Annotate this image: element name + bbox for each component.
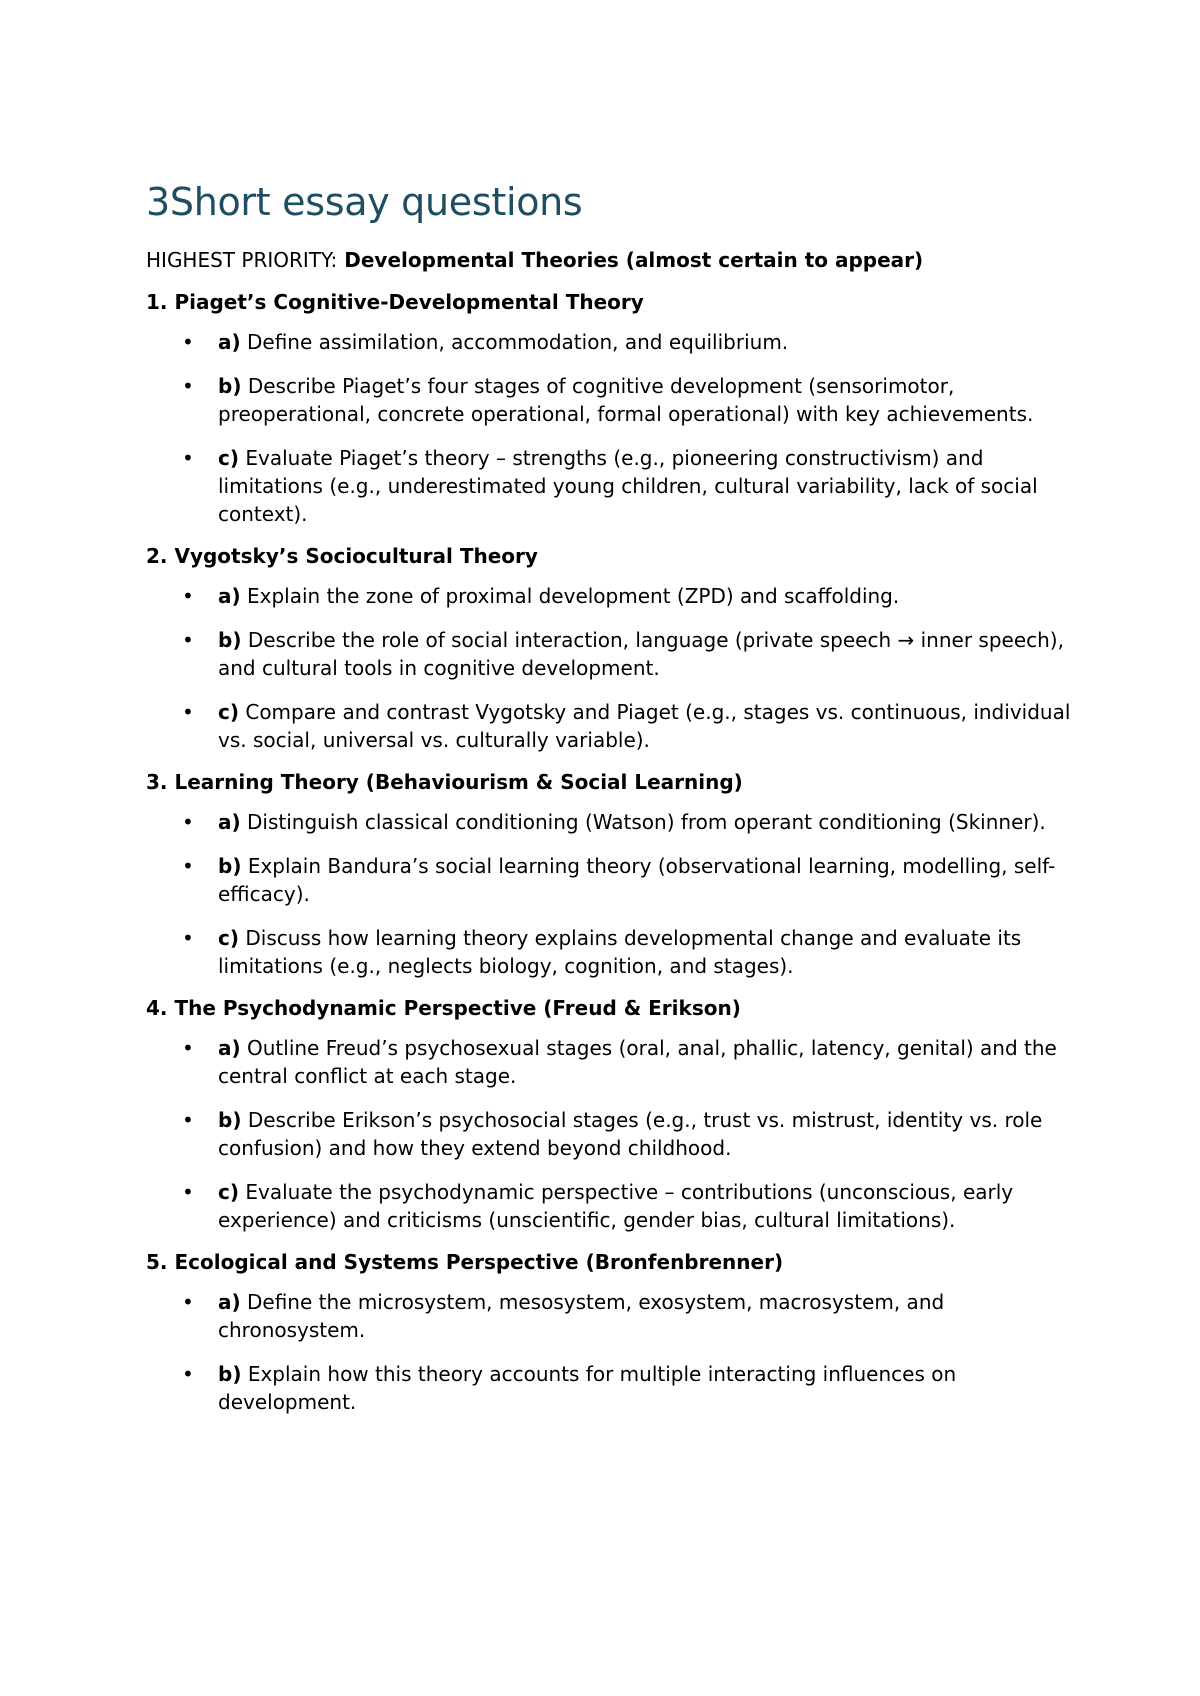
bullet-icon: • xyxy=(182,628,194,652)
list-item xyxy=(146,626,1086,682)
section-ecological xyxy=(146,1248,1086,1416)
item-letter: a) xyxy=(218,1290,241,1314)
question-list xyxy=(146,1034,1086,1234)
list-item xyxy=(146,1106,1086,1162)
bullet-icon: • xyxy=(182,446,194,470)
item-text: Describe Piaget’s four stages of cognitive development (sensorimotor, preoperational, concrete operational, formal operational) with key achievements. xyxy=(218,374,1034,426)
list-item xyxy=(146,582,1086,610)
bullet-icon: • xyxy=(182,810,194,834)
bullet-icon: • xyxy=(182,854,194,878)
bullet-icon: • xyxy=(182,1290,194,1314)
item-text: Describe the role of social interaction, language (private speech → inner speech), and cultural tools in cognitive development. xyxy=(218,628,1064,680)
document-page xyxy=(146,178,1086,1430)
item-letter: c) xyxy=(218,926,239,950)
list-item xyxy=(146,372,1086,428)
section-heading: 3. Learning Theory (Behaviourism & Social Learning) xyxy=(146,770,743,794)
item-text: Discuss how learning theory explains developmental change and evaluate its limitations (e.g., neglects biology, cognition, and stages). xyxy=(218,926,1022,978)
bullet-icon: • xyxy=(182,1108,194,1132)
item-letter: c) xyxy=(218,1180,239,1204)
question-list xyxy=(146,808,1086,980)
item-text: Define the microsystem, mesosystem, exosystem, macrosystem, and chronosystem. xyxy=(218,1290,945,1342)
item-text: Distinguish classical conditioning (Watson) from operant conditioning (Skinner). xyxy=(247,810,1046,834)
item-text: Describe Erikson’s psychosocial stages (e.g., trust vs. mistrust, identity vs. role confusion) and how they extend beyond childhood. xyxy=(218,1108,1043,1160)
list-item xyxy=(146,808,1086,836)
item-letter: a) xyxy=(218,330,241,354)
bullet-icon: • xyxy=(182,1036,194,1060)
bullet-icon: • xyxy=(182,1362,194,1386)
priority-text: Developmental Theories (almost certain to appear) xyxy=(344,248,924,272)
item-text: Evaluate the psychodynamic perspective – contributions (unconscious, early experience) and criticisms (unscientific, gender bias, cultural limitations). xyxy=(218,1180,1014,1232)
question-list xyxy=(146,582,1086,754)
bullet-icon: • xyxy=(182,330,194,354)
list-item xyxy=(146,698,1086,754)
bullet-icon: • xyxy=(182,1180,194,1204)
item-letter: b) xyxy=(218,374,242,398)
list-item xyxy=(146,1178,1086,1234)
list-item xyxy=(146,1360,1086,1416)
question-list xyxy=(146,1288,1086,1416)
bullet-icon: • xyxy=(182,700,194,724)
list-item xyxy=(146,1288,1086,1344)
item-letter: b) xyxy=(218,1108,242,1132)
section-vygotsky xyxy=(146,542,1086,754)
list-item xyxy=(146,444,1086,528)
section-heading: 4. The Psychodynamic Perspective (Freud & Erikson) xyxy=(146,996,741,1020)
item-text: Evaluate Piaget’s theory – strengths (e.g., pioneering constructivism) and limitations (e.g., underestimated young children, cultural variability, lack of social context). xyxy=(218,446,1038,526)
priority-line xyxy=(146,246,1086,274)
priority-label: HIGHEST PRIORITY: xyxy=(146,248,338,272)
section-heading: 5. Ecological and Systems Perspective (Bronfenbrenner) xyxy=(146,1250,784,1274)
item-text: Define assimilation, accommodation, and equilibrium. xyxy=(247,330,789,354)
question-list xyxy=(146,328,1086,528)
section-psychodynamic xyxy=(146,994,1086,1234)
page-title: 3Short essay questions xyxy=(146,180,583,224)
list-item xyxy=(146,924,1086,980)
item-letter: b) xyxy=(218,628,242,652)
item-letter: c) xyxy=(218,700,239,724)
bullet-icon: • xyxy=(182,584,194,608)
list-item xyxy=(146,852,1086,908)
item-letter: a) xyxy=(218,1036,241,1060)
item-letter: c) xyxy=(218,446,239,470)
list-item xyxy=(146,328,1086,356)
item-letter: b) xyxy=(218,1362,242,1386)
item-text: Explain how this theory accounts for multiple interacting influences on development. xyxy=(218,1362,957,1414)
bullet-icon: • xyxy=(182,926,194,950)
section-learning-theory xyxy=(146,768,1086,980)
section-heading: 1. Piaget’s Cognitive-Developmental Theory xyxy=(146,290,644,314)
item-text: Compare and contrast Vygotsky and Piaget (e.g., stages vs. continuous, individual vs. social, universal vs. culturally variable). xyxy=(218,700,1071,752)
item-text: Explain the zone of proximal development (ZPD) and scaffolding. xyxy=(247,584,900,608)
section-heading: 2. Vygotsky’s Sociocultural Theory xyxy=(146,544,538,568)
item-letter: a) xyxy=(218,810,241,834)
bullet-icon: • xyxy=(182,374,194,398)
item-letter: b) xyxy=(218,854,242,878)
item-letter: a) xyxy=(218,584,241,608)
item-text: Outline Freud’s psychosexual stages (oral, anal, phallic, latency, genital) and the central conflict at each stage. xyxy=(218,1036,1057,1088)
list-item xyxy=(146,1034,1086,1090)
item-text: Explain Bandura’s social learning theory (observational learning, modelling, self-efficacy). xyxy=(218,854,1056,906)
section-piaget xyxy=(146,288,1086,528)
